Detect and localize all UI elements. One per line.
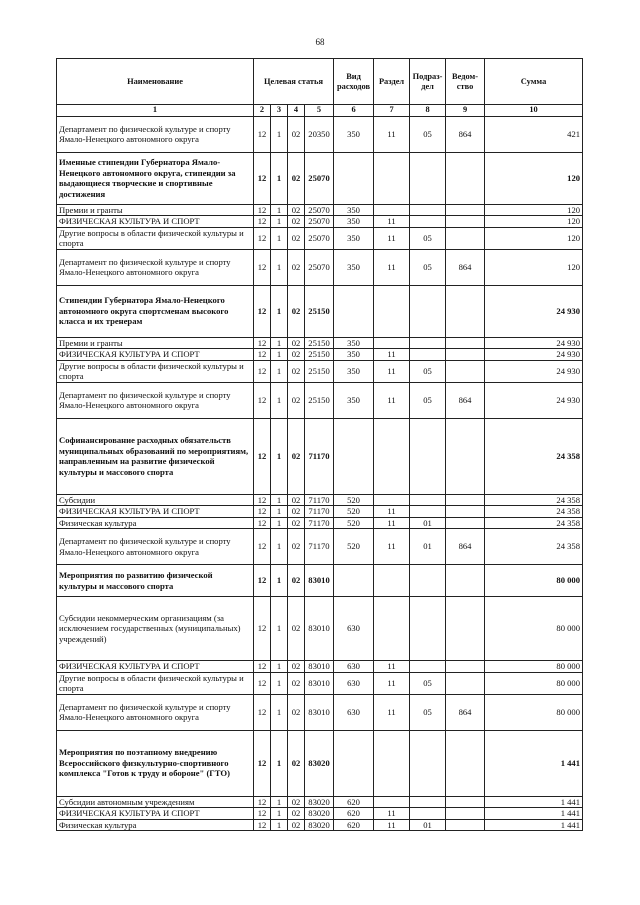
amount: 1 441 — [485, 796, 583, 808]
table-row — [57, 672, 583, 694]
table-row — [57, 204, 583, 216]
table-row — [57, 349, 583, 361]
col-number: 2 — [254, 105, 271, 117]
target-code-4: 71170 — [305, 494, 334, 506]
expense-kind — [334, 152, 374, 204]
target-code-2: 1 — [271, 819, 288, 831]
department-code: 864 — [446, 694, 485, 730]
col-number: 8 — [410, 105, 446, 117]
department-code — [446, 672, 485, 694]
target-code-1: 12 — [254, 517, 271, 529]
target-code-2: 1 — [271, 349, 288, 361]
row-name: Стипендии Губернатора Ямало-Ненецкого автономного округа спортсменам высокого класса и их тренерам — [57, 285, 254, 337]
target-code-4: 83020 — [305, 819, 334, 831]
row-name: Мероприятия по развитию физической культуры и массового спорта — [57, 565, 254, 597]
target-code-4: 71170 — [305, 529, 334, 565]
target-code-4: 83020 — [305, 730, 334, 796]
row-name: ФИЗИЧЕСКАЯ КУЛЬТУРА И СПОРТ — [57, 349, 254, 361]
subsection-code — [410, 597, 446, 661]
department-code — [446, 418, 485, 494]
target-code-1: 12 — [254, 494, 271, 506]
expense-kind: 630 — [334, 694, 374, 730]
target-code-3: 02 — [288, 216, 305, 228]
section-code — [374, 796, 410, 808]
department-code — [446, 349, 485, 361]
target-code-3: 02 — [288, 565, 305, 597]
subsection-code: 05 — [410, 249, 446, 285]
subsection-code — [410, 418, 446, 494]
target-code-2: 1 — [271, 152, 288, 204]
subsection-code: 01 — [410, 517, 446, 529]
amount: 24 358 — [485, 494, 583, 506]
section-code — [374, 285, 410, 337]
amount: 24 930 — [485, 337, 583, 349]
row-name: ФИЗИЧЕСКАЯ КУЛЬТУРА И СПОРТ — [57, 661, 254, 673]
target-code-4: 71170 — [305, 517, 334, 529]
department-code: 864 — [446, 116, 485, 152]
target-code-1: 12 — [254, 249, 271, 285]
target-code-1: 12 — [254, 565, 271, 597]
table-row — [57, 382, 583, 418]
header-row — [57, 59, 583, 105]
target-code-2: 1 — [271, 796, 288, 808]
department-code: 864 — [446, 382, 485, 418]
target-code-3: 02 — [288, 116, 305, 152]
amount: 80 000 — [485, 672, 583, 694]
table-row — [57, 517, 583, 529]
target-code-2: 1 — [271, 529, 288, 565]
subsection-code: 05 — [410, 694, 446, 730]
budget-table — [56, 58, 583, 831]
target-code-4: 25150 — [305, 382, 334, 418]
section-code: 11 — [374, 349, 410, 361]
section-code: 11 — [374, 227, 410, 249]
row-name: Другие вопросы в области физической культуры и спорта — [57, 227, 254, 249]
section-code — [374, 418, 410, 494]
target-code-2: 1 — [271, 694, 288, 730]
subsection-code — [410, 494, 446, 506]
target-code-1: 12 — [254, 819, 271, 831]
amount: 120 — [485, 204, 583, 216]
section-code: 11 — [374, 529, 410, 565]
target-code-1: 12 — [254, 661, 271, 673]
amount: 24 358 — [485, 506, 583, 518]
section-code: 11 — [374, 517, 410, 529]
department-code — [446, 216, 485, 228]
department-code — [446, 517, 485, 529]
target-code-3: 02 — [288, 285, 305, 337]
target-code-3: 02 — [288, 360, 305, 382]
target-code-1: 12 — [254, 694, 271, 730]
expense-kind: 350 — [334, 360, 374, 382]
department-code — [446, 285, 485, 337]
table-row — [57, 152, 583, 204]
expense-kind: 520 — [334, 517, 374, 529]
subsection-code — [410, 661, 446, 673]
target-code-3: 02 — [288, 597, 305, 661]
row-name: Департамент по физической культуре и спорту Ямало-Ненецкого автономного округа — [57, 382, 254, 418]
target-code-3: 02 — [288, 349, 305, 361]
department-code — [446, 819, 485, 831]
subsection-code: 01 — [410, 529, 446, 565]
target-code-3: 02 — [288, 819, 305, 831]
department-code — [446, 494, 485, 506]
target-code-3: 02 — [288, 382, 305, 418]
row-name: Департамент по физической культуре и спорту Ямало-Ненецкого автономного округа — [57, 249, 254, 285]
col-number: 5 — [305, 105, 334, 117]
target-code-4: 83010 — [305, 661, 334, 673]
table-row — [57, 597, 583, 661]
target-code-3: 02 — [288, 249, 305, 285]
target-code-3: 02 — [288, 337, 305, 349]
table-row — [57, 337, 583, 349]
amount: 80 000 — [485, 565, 583, 597]
target-code-4: 83020 — [305, 808, 334, 820]
section-code — [374, 565, 410, 597]
target-code-2: 1 — [271, 808, 288, 820]
target-code-2: 1 — [271, 382, 288, 418]
subsection-code: 05 — [410, 360, 446, 382]
target-code-3: 02 — [288, 661, 305, 673]
department-code — [446, 506, 485, 518]
table-row — [57, 796, 583, 808]
subsection-code — [410, 796, 446, 808]
subsection-code — [410, 808, 446, 820]
expense-kind: 520 — [334, 529, 374, 565]
amount: 120 — [485, 227, 583, 249]
amount: 24 930 — [485, 349, 583, 361]
target-code-3: 02 — [288, 796, 305, 808]
target-code-2: 1 — [271, 337, 288, 349]
expense-kind: 350 — [334, 204, 374, 216]
target-code-3: 02 — [288, 808, 305, 820]
amount: 24 930 — [485, 382, 583, 418]
section-code — [374, 597, 410, 661]
row-name: Департамент по физической культуре и спорту Ямало-Ненецкого автономного округа — [57, 529, 254, 565]
target-code-2: 1 — [271, 672, 288, 694]
row-name: Софинансирование расходных обязательств муниципальных образований по мероприятиям, направленным на развитие физической культуры и массового спорта — [57, 418, 254, 494]
department-code — [446, 152, 485, 204]
section-code — [374, 730, 410, 796]
target-code-1: 12 — [254, 204, 271, 216]
target-code-4: 25070 — [305, 204, 334, 216]
subsection-code — [410, 152, 446, 204]
table-row — [57, 694, 583, 730]
amount: 80 000 — [485, 597, 583, 661]
target-code-2: 1 — [271, 204, 288, 216]
target-code-2: 1 — [271, 285, 288, 337]
section-code: 11 — [374, 672, 410, 694]
target-code-3: 02 — [288, 506, 305, 518]
table-row — [57, 506, 583, 518]
subsection-code — [410, 285, 446, 337]
expense-kind: 350 — [334, 349, 374, 361]
target-code-1: 12 — [254, 506, 271, 518]
department-code — [446, 565, 485, 597]
row-name: Субсидии некоммерческим организациям (за исключением государственных (муниципальных) учреждений) — [57, 597, 254, 661]
target-code-1: 12 — [254, 227, 271, 249]
table-row — [57, 116, 583, 152]
target-code-1: 12 — [254, 597, 271, 661]
expense-kind: 350 — [334, 337, 374, 349]
expense-kind: 620 — [334, 819, 374, 831]
subsection-code — [410, 730, 446, 796]
table-row — [57, 730, 583, 796]
section-code: 11 — [374, 360, 410, 382]
table-row — [57, 808, 583, 820]
target-code-1: 12 — [254, 808, 271, 820]
table-row — [57, 418, 583, 494]
target-code-4: 83010 — [305, 694, 334, 730]
target-code-3: 02 — [288, 529, 305, 565]
target-code-4: 25150 — [305, 337, 334, 349]
table-row — [57, 360, 583, 382]
department-code: 864 — [446, 249, 485, 285]
target-code-4: 25070 — [305, 249, 334, 285]
target-code-1: 12 — [254, 672, 271, 694]
row-name: Мероприятия по поэтапному внедрению Всероссийского физкультурно-спортивного комплекса "Готов к труду и обороне" (ГТО) — [57, 730, 254, 796]
section-code: 11 — [374, 694, 410, 730]
section-code: 11 — [374, 819, 410, 831]
expense-kind — [334, 730, 374, 796]
target-code-4: 25070 — [305, 216, 334, 228]
target-code-1: 12 — [254, 529, 271, 565]
col-number: 3 — [271, 105, 288, 117]
row-name: Субсидии — [57, 494, 254, 506]
row-name: Департамент по физической культуре и спорту Ямало-Ненецкого автономного округа — [57, 694, 254, 730]
target-code-3: 02 — [288, 494, 305, 506]
amount: 80 000 — [485, 694, 583, 730]
target-code-1: 12 — [254, 337, 271, 349]
department-code — [446, 808, 485, 820]
target-code-1: 12 — [254, 382, 271, 418]
target-code-4: 20350 — [305, 116, 334, 152]
row-name: ФИЗИЧЕСКАЯ КУЛЬТУРА И СПОРТ — [57, 808, 254, 820]
target-code-3: 02 — [288, 730, 305, 796]
header-section: Раздел — [374, 59, 410, 105]
target-code-4: 71170 — [305, 418, 334, 494]
expense-kind: 620 — [334, 808, 374, 820]
row-name: Департамент по физической культуре и спорту Ямало-Ненецкого автономного округа — [57, 116, 254, 152]
expense-kind — [334, 285, 374, 337]
amount: 1 441 — [485, 808, 583, 820]
amount: 24 930 — [485, 285, 583, 337]
table-row — [57, 819, 583, 831]
amount: 421 — [485, 116, 583, 152]
table-row — [57, 565, 583, 597]
amount: 1 441 — [485, 730, 583, 796]
target-code-1: 12 — [254, 730, 271, 796]
col-number: 7 — [374, 105, 410, 117]
amount: 24 358 — [485, 529, 583, 565]
target-code-2: 1 — [271, 506, 288, 518]
header-kind: Вид расходов — [334, 59, 374, 105]
expense-kind: 630 — [334, 672, 374, 694]
target-code-2: 1 — [271, 661, 288, 673]
row-name: Премии и гранты — [57, 337, 254, 349]
row-name: ФИЗИЧЕСКАЯ КУЛЬТУРА И СПОРТ — [57, 506, 254, 518]
amount: 80 000 — [485, 661, 583, 673]
department-code — [446, 661, 485, 673]
table-row — [57, 227, 583, 249]
expense-kind — [334, 565, 374, 597]
section-code — [374, 337, 410, 349]
subsection-code — [410, 349, 446, 361]
expense-kind: 350 — [334, 216, 374, 228]
amount: 120 — [485, 216, 583, 228]
target-code-3: 02 — [288, 517, 305, 529]
target-code-1: 12 — [254, 152, 271, 204]
section-code: 11 — [374, 116, 410, 152]
target-code-4: 25150 — [305, 285, 334, 337]
row-name: Другие вопросы в области физической культуры и спорта — [57, 672, 254, 694]
target-code-3: 02 — [288, 418, 305, 494]
department-code: 864 — [446, 529, 485, 565]
target-code-2: 1 — [271, 565, 288, 597]
amount: 120 — [485, 249, 583, 285]
col-number: 1 — [57, 105, 254, 117]
target-code-4: 71170 — [305, 506, 334, 518]
subsection-code — [410, 565, 446, 597]
section-code — [374, 204, 410, 216]
target-code-3: 02 — [288, 672, 305, 694]
expense-kind: 350 — [334, 382, 374, 418]
department-code — [446, 597, 485, 661]
header-name: Наименование — [57, 59, 254, 105]
page-number: 68 — [315, 37, 325, 47]
header-dept: Ведом-ство — [446, 59, 485, 105]
table-row — [57, 529, 583, 565]
target-code-4: 83010 — [305, 597, 334, 661]
col-number: 10 — [485, 105, 583, 117]
section-code: 11 — [374, 382, 410, 418]
target-code-3: 02 — [288, 227, 305, 249]
amount: 120 — [485, 152, 583, 204]
col-number: 4 — [288, 105, 305, 117]
expense-kind: 630 — [334, 661, 374, 673]
header-target: Целевая статья — [254, 59, 334, 105]
expense-kind: 620 — [334, 796, 374, 808]
row-name: ФИЗИЧЕСКАЯ КУЛЬТУРА И СПОРТ — [57, 216, 254, 228]
target-code-1: 12 — [254, 116, 271, 152]
row-name: Физическая культура — [57, 819, 254, 831]
target-code-2: 1 — [271, 517, 288, 529]
target-code-4: 83010 — [305, 672, 334, 694]
table-row — [57, 494, 583, 506]
target-code-2: 1 — [271, 597, 288, 661]
target-code-2: 1 — [271, 418, 288, 494]
department-code — [446, 337, 485, 349]
section-code: 11 — [374, 506, 410, 518]
col-number: 9 — [446, 105, 485, 117]
expense-kind: 520 — [334, 506, 374, 518]
department-code — [446, 730, 485, 796]
target-code-1: 12 — [254, 360, 271, 382]
target-code-2: 1 — [271, 494, 288, 506]
section-code: 11 — [374, 808, 410, 820]
target-code-1: 12 — [254, 216, 271, 228]
expense-kind: 350 — [334, 249, 374, 285]
target-code-4: 25070 — [305, 152, 334, 204]
target-code-3: 02 — [288, 152, 305, 204]
numbering-row — [57, 105, 583, 117]
table-row — [57, 661, 583, 673]
department-code — [446, 796, 485, 808]
row-name: Премии и гранты — [57, 204, 254, 216]
section-code — [374, 494, 410, 506]
header-subsection: Подраз-дел — [410, 59, 446, 105]
department-code — [446, 204, 485, 216]
table-row — [57, 216, 583, 228]
expense-kind: 350 — [334, 116, 374, 152]
target-code-4: 25150 — [305, 360, 334, 382]
target-code-2: 1 — [271, 249, 288, 285]
target-code-3: 02 — [288, 694, 305, 730]
subsection-code — [410, 204, 446, 216]
target-code-4: 25070 — [305, 227, 334, 249]
target-code-4: 83020 — [305, 796, 334, 808]
row-name: Другие вопросы в области физической культуры и спорта — [57, 360, 254, 382]
target-code-2: 1 — [271, 216, 288, 228]
subsection-code — [410, 337, 446, 349]
subsection-code: 05 — [410, 672, 446, 694]
section-code: 11 — [374, 661, 410, 673]
target-code-2: 1 — [271, 730, 288, 796]
amount: 1 441 — [485, 819, 583, 831]
expense-kind: 630 — [334, 597, 374, 661]
subsection-code: 05 — [410, 116, 446, 152]
section-code: 11 — [374, 216, 410, 228]
target-code-1: 12 — [254, 796, 271, 808]
section-code — [374, 152, 410, 204]
section-code: 11 — [374, 249, 410, 285]
amount: 24 358 — [485, 418, 583, 494]
department-code — [446, 227, 485, 249]
row-name: Именные стипендии Губернатора Ямало-Ненецкого автономного округа, стипендии за выдающиеся творческие и спортивные достижения — [57, 152, 254, 204]
col-number: 6 — [334, 105, 374, 117]
subsection-code — [410, 506, 446, 518]
expense-kind — [334, 418, 374, 494]
subsection-code: 01 — [410, 819, 446, 831]
row-name: Физическая культура — [57, 517, 254, 529]
subsection-code: 05 — [410, 382, 446, 418]
target-code-1: 12 — [254, 418, 271, 494]
target-code-3: 02 — [288, 204, 305, 216]
amount: 24 358 — [485, 517, 583, 529]
department-code — [446, 360, 485, 382]
table-row — [57, 285, 583, 337]
target-code-2: 1 — [271, 116, 288, 152]
table-row — [57, 249, 583, 285]
target-code-2: 1 — [271, 227, 288, 249]
target-code-4: 25150 — [305, 349, 334, 361]
subsection-code — [410, 216, 446, 228]
expense-kind: 520 — [334, 494, 374, 506]
row-name: Субсидии автономным учреждениям — [57, 796, 254, 808]
target-code-1: 12 — [254, 349, 271, 361]
expense-kind: 350 — [334, 227, 374, 249]
target-code-4: 83010 — [305, 565, 334, 597]
target-code-1: 12 — [254, 285, 271, 337]
subsection-code: 05 — [410, 227, 446, 249]
header-sum: Сумма — [485, 59, 583, 105]
target-code-2: 1 — [271, 360, 288, 382]
amount: 24 930 — [485, 360, 583, 382]
